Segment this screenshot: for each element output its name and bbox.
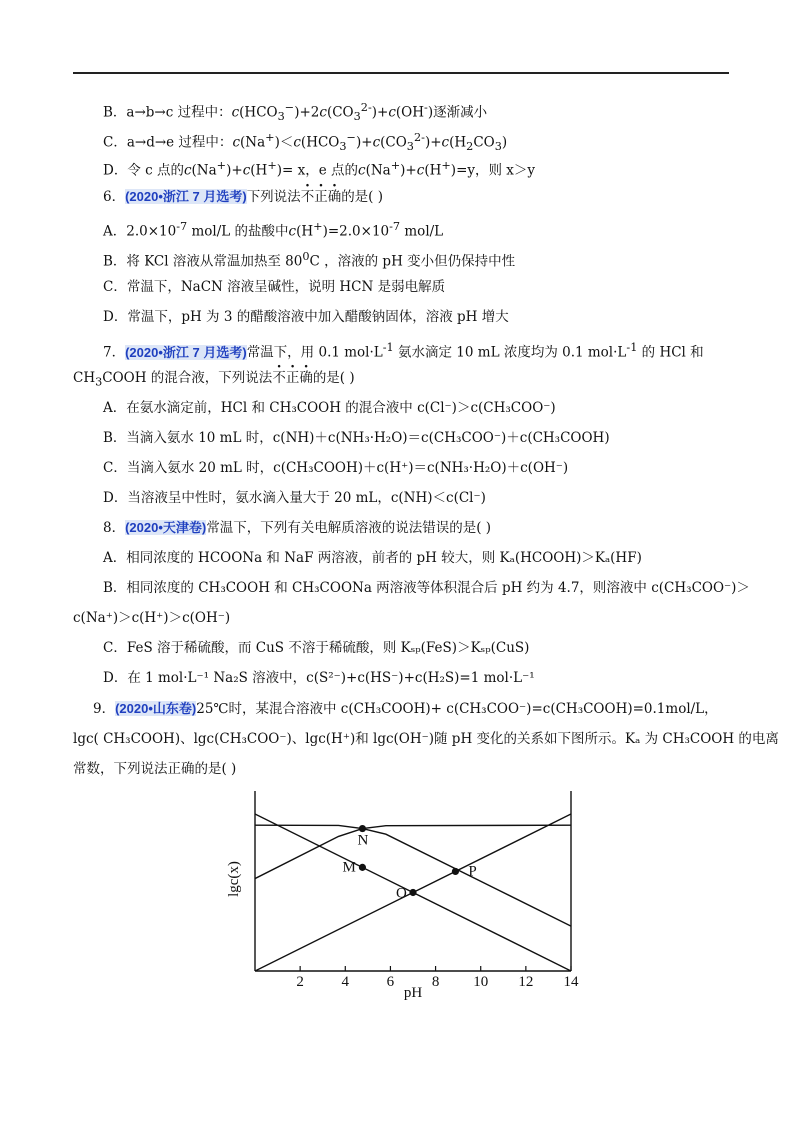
q6-option-a[interactable]: A．$2.0\times 10^{-7}$ mol/L 的盐酸中$c(H^+)=2.0\times 10^{-7}$ mol/L (103, 220, 444, 240)
point-label: M (342, 859, 356, 876)
emphasis-char: 不 (300, 189, 315, 205)
q7-option-a[interactable]: A．在氨水滴定前，HCl 和 CH₃COOH 的混合液中 c(Cl⁻)＞c(CH₃COO⁻) (103, 400, 556, 416)
emphasis-char: 确 (299, 370, 313, 386)
q7-source-badge: (2020•浙江 7 月选考) (125, 344, 247, 360)
q8-source-badge: (2020•天津卷) (125, 520, 207, 535)
q7-stem-line1: 7．(2020•浙江 7 月选考)常温下，用 0.1 $mol\cdot L^{-1}$ 氨水滴定 10 mL 浓度均为 0.1 $mol\cdot L^{-1}$ 的 HCl 和 (103, 341, 704, 361)
series-line-3 (255, 825, 571, 926)
chart-points (342, 825, 476, 902)
y-axis-label: lgc(x) (226, 861, 242, 897)
x-tick-label: 6 (386, 974, 395, 990)
point-marker (452, 868, 459, 875)
x-tick-label: 12 (518, 974, 534, 990)
q9-stem-line3: 常数，下列说法正确的是( ) (73, 761, 237, 777)
q6-option-b[interactable]: B．将 KCl 溶液从常温加热至 $80^0C$ ，溶液的 pH 变小但仍保持中性 (103, 250, 516, 270)
q6-stem: 6．(2020•浙江 7 月选考)下列说法不正确的是( ) (103, 189, 384, 205)
q8-option-c[interactable]: C．FeS 溶于稀硫酸，而 CuS 不溶于稀硫酸，则 Kₛₚ(FeS)＞Kₛₚ(CuS) (103, 640, 530, 656)
x-axis-label: pH (403, 985, 423, 1001)
q7-option-d[interactable]: D．当溶液呈中性时，氨水滴入量大于 20 mL，c(NH)＜c(Cl⁻) (103, 490, 486, 506)
series-line-4 (255, 825, 571, 878)
emphasis-char: 不 (272, 370, 286, 386)
point-label: N (357, 832, 369, 849)
header-rule (73, 72, 729, 74)
emphasis-char: 确 (327, 189, 342, 205)
q5-option-b[interactable]: B．a→b→c 过程中：$c(HCO_3^-)+2c(CO_3^{2-})+c(OH^-)$逐渐减小 (103, 101, 488, 124)
emphasis-char: 正 (314, 189, 328, 205)
q9-stem-line1: 9．(2020•山东卷)25℃时，某混合溶液中 c(CH₃COOH)+ c(CH₃COO⁻)=c(CH₃COOH)=0.1mol/L， (93, 701, 718, 717)
x-tick-label: 14 (563, 974, 579, 990)
x-tick-label: 10 (473, 974, 489, 990)
q9-stem-line2: lgc( CH₃COOH)、lgc(CH₃COO⁻)、lgc(H⁺)和 lgc(OH⁻)随 pH 变化的关系如下图所示。Kₐ 为 CH₃COOH 的电离 (73, 731, 779, 747)
q9-source-badge: (2020•山东卷) (115, 701, 197, 716)
q5-option-c[interactable]: C．a→d→e 过程中：$c(Na^+)<c(HCO_3^-)+c(CO_3^{2-})+c(H_2CO_3)$ (103, 131, 508, 154)
q7-option-b[interactable]: B．当滴入氨水 10 mL 时，c(NH)＋c(NH₃·H₂O)＝c(CH₃COO⁻)＋c(CH₃COOH) (103, 430, 610, 446)
q8-stem: 8．(2020•天津卷)常温下，下列有关电解质溶液的说法错误的是( ) (103, 520, 492, 536)
q7-stem-line2: $CH_3COOH$ 的混合液，下列说法不正确的是( ) (73, 370, 355, 389)
point-label: P (468, 863, 477, 880)
x-tick-label: 2 (296, 974, 304, 990)
q6-source-badge: (2020•浙江 7 月选考) (125, 189, 247, 204)
q8-option-d[interactable]: D．在 1 mol·L⁻¹ Na₂S 溶液中，c(S²⁻)+c(HS⁻)+c(H₂S)=1 mol·L⁻¹ (103, 670, 535, 686)
q8-option-b-line1[interactable]: B．相同浓度的 CH₃COOH 和 CH₃COONa 两溶液等体积混合后 pH 约为 4.7，则溶液中 c(CH₃COO⁻)＞ (103, 580, 750, 596)
x-tick-label: 8 (431, 974, 440, 990)
point-marker (409, 889, 416, 896)
q7-option-c[interactable]: C．当滴入氨水 20 mL 时，c(CH₃COOH)＋c(H⁺)＝c(NH₃·H₂O)＋c(OH⁻) (103, 460, 569, 476)
point-marker (359, 825, 366, 832)
q6-option-c[interactable]: C．常温下，NaCN 溶液呈碱性，说明 HCN 是弱电解质 (103, 279, 446, 295)
point-marker (359, 864, 366, 871)
q5-option-d[interactable]: D．令 c 点的c(Na+)+c(H+)= x，e 点的c(Na+)+c(H+)=y，则 x＞y (103, 159, 536, 179)
lgc-ph-chart (220, 785, 600, 1007)
q8-option-b-line2: c(Na⁺)＞c(H⁺)＞c(OH⁻) (73, 610, 231, 626)
q8-option-a[interactable]: A．相同浓度的 HCOONa 和 NaF 两溶液，前者的 pH 较大，则 Kₐ(HCOOH)＞Kₐ(HF) (103, 550, 642, 566)
chart-frame (255, 791, 571, 971)
chart-ticks (296, 966, 579, 990)
q6-option-d[interactable]: D．常温下，pH 为 3 的醋酸溶液中加入醋酸钠固体，溶液 pH 增大 (103, 309, 509, 325)
point-label: O (396, 885, 407, 902)
emphasis-char: 正 (285, 370, 300, 386)
x-tick-label: 4 (341, 974, 350, 990)
